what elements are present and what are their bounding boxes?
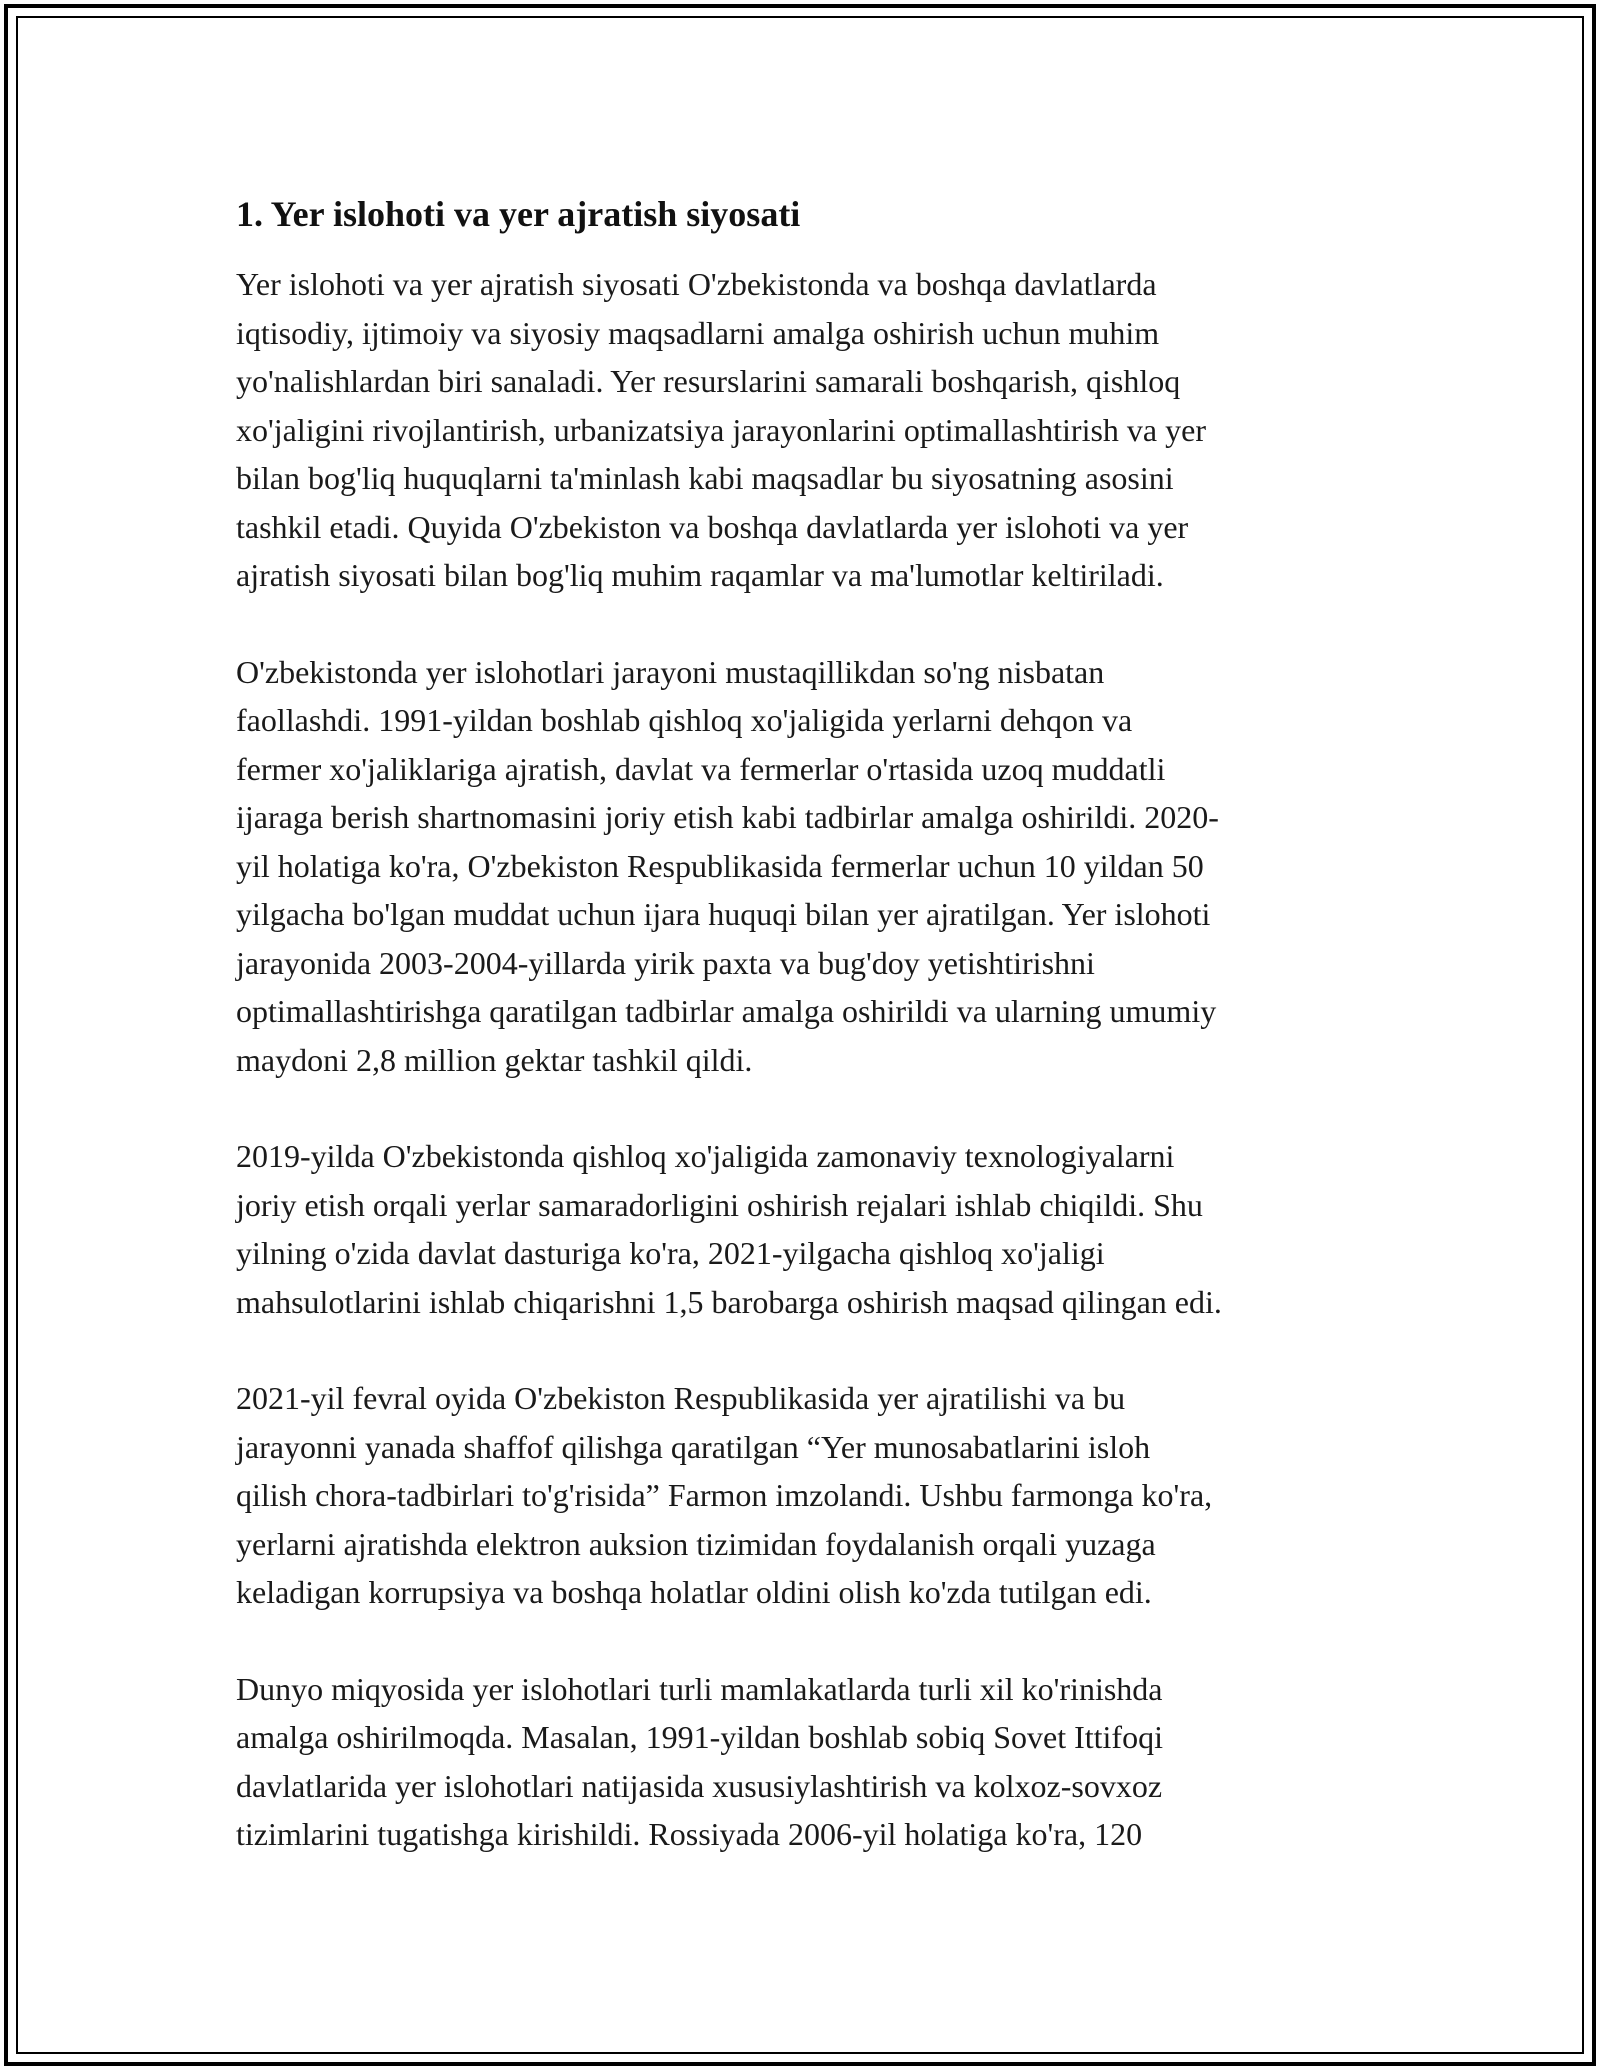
document-body [236, 186, 1376, 1907]
text-line: yo'nalishlardan biri sanaladi. Yer resurslarini samarali boshqarish, qishloq [236, 363, 1181, 399]
text-line: bilan bog'liq huquqlarni ta'minlash kabi maqsadlar bu siyosatning asosini [236, 460, 1174, 496]
text-line: yilgacha bo'lgan muddat uchun ijara huquqi bilan yer ajratilgan. Yer islohoti [236, 896, 1211, 932]
paragraph-2021-decree [236, 1374, 1376, 1617]
paragraph-2019-plans [236, 1132, 1376, 1326]
text-line: ijaraga berish shartnomasini joriy etish kabi tadbirlar amalga oshirildi. 2020- [236, 799, 1219, 835]
text-line: yilning o'zida davlat dasturiga ko'ra, 2021-yilgacha qishloq xo'jaligi [236, 1235, 1105, 1271]
paragraph-world-reforms [236, 1665, 1376, 1859]
text-line: jarayonni yanada shaffof qilishga qaratilgan “Yer munosabatlarini isloh [236, 1428, 1151, 1465]
text-line: tashkil etadi. Quyida O'zbekiston va boshqa davlatlarda yer islohoti va yer [236, 508, 1189, 545]
text-line: maydoni 2,8 million gektar tashkil qildi. [236, 1041, 753, 1078]
text-line: yerlarni ajratishda elektron auksion tizimidan foydalanish orqali yuzaga [236, 1525, 1156, 1562]
section-heading: 1. Yer islohoti va yer ajratish siyosati [236, 194, 801, 234]
text-line: ajratish siyosati bilan bog'liq muhim raqamlar va ma'lumotlar keltiriladi. [236, 557, 1164, 593]
text-line: O'zbekistonda yer islohotlari jarayoni mustaqillikdan so'ng nisbatan [236, 653, 1105, 690]
paragraph-uzbekistan-reforms [236, 648, 1376, 1085]
text-line: joriy etish orqali yerlar samaradorligini oshirish rejalari ishlab chiqildi. Shu [236, 1186, 1203, 1223]
text-line: optimallashtirishga qaratilgan tadbirlar amalga oshirildi va ularning umumiy [236, 993, 1217, 1029]
text-line: Yer islohoti va yer ajratish siyosati O'zbekistonda va boshqa davlatlarda [236, 266, 1157, 302]
text-line: 2019-yilda O'zbekistonda qishloq xo'jaligida zamonaviy texnologiyalarni [236, 1138, 1175, 1174]
text-line: 2021-yil fevral oyida O'zbekiston Respublikasida yer ajratilishi va bu [236, 1380, 1126, 1416]
text-line: mahsulotlarini ishlab chiqarishni 1,5 barobarga oshirish maqsad qilingan edi. [236, 1283, 1222, 1320]
text-line: keladigan korrupsiya va boshqa holatlar oldini olish ko'zda tutilgan edi. [236, 1574, 1152, 1610]
text-line: jarayonida 2003-2004-yillarda yirik paxta va bug'doy yetishtirishni [236, 944, 1095, 981]
text-line: tizimlarini tugatishga kirishildi. Rossiyada 2006-yil holatiga ko'ra, 120 [236, 1816, 1143, 1852]
text-line: xo'jaligini rivojlantirish, urbanizatsiya jarayonlarini optimallashtirish va yer [236, 411, 1206, 448]
text-line: amalga oshirilmoqda. Masalan, 1991-yildan boshlab sobiq Sovet Ittifoqi [236, 1719, 1163, 1755]
text-line: faollashdi. 1991-yildan boshlab qishloq xo'jaligida yerlarni dehqon va [236, 702, 1133, 738]
text-line: Dunyo miqyosida yer islohotlari turli mamlakatlarda turli xil ko'rinishda [236, 1670, 1163, 1707]
text-line: iqtisodiy, ijtimoiy va siyosiy maqsadlarni amalga oshirish uchun muhim [236, 314, 1160, 351]
text-line: yil holatiga ko'ra, O'zbekiston Respublikasida fermerlar uchun 10 yildan 50 [236, 847, 1204, 884]
text-line: qilish chora-tadbirlari to'g'risida” Farmon imzolandi. Ushbu farmonga ko'ra, [236, 1477, 1213, 1513]
text-line: davlatlarida yer islohotlari natijasida xususiylashtirish va kolxoz-sovxoz [236, 1767, 1163, 1804]
text-line: fermer xo'jaliklariga ajratish, davlat va fermerlar o'rtasida uzoq muddatli [236, 750, 1166, 787]
paragraph-intro [236, 260, 1376, 600]
